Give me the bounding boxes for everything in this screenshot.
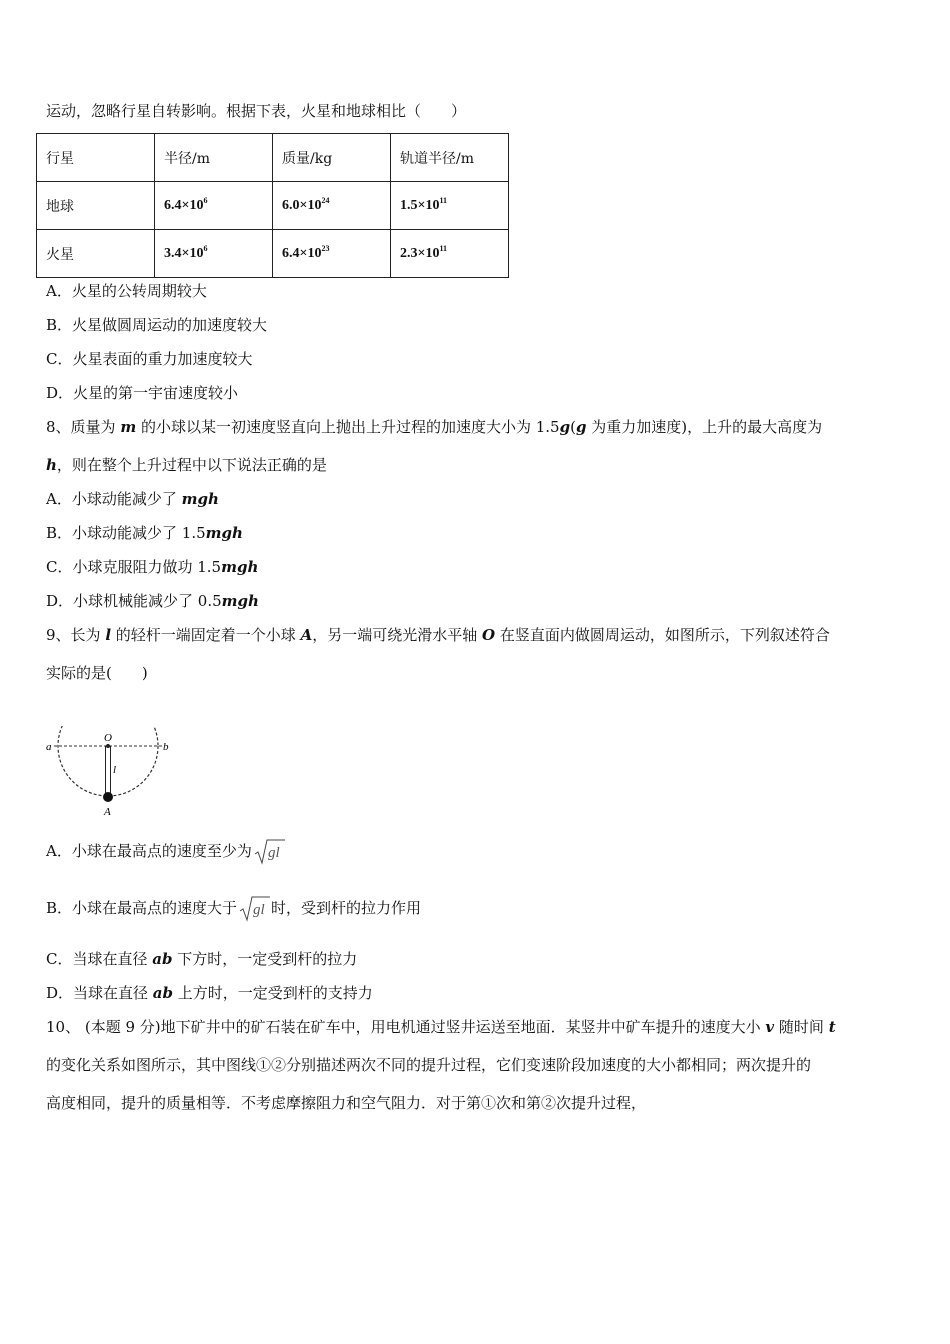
q9-option-d: D．当球在直径 ab 上方时，一定受到杆的支持力 <box>46 984 373 1002</box>
q9-option-b: B．小球在最高点的速度大于 gl 时，受到杆的拉力作用 <box>46 893 421 923</box>
q10-stem-line2: 的变化关系如图所示，其中图线①②分别描述两次不同的提升过程，它们变速阶段加速度的大小都相同；两次提升的 <box>46 1056 812 1074</box>
q8-stem-line2: h，则在整个上升过程中以下说法正确的是 <box>46 456 327 474</box>
table-header-row <box>37 134 509 182</box>
header-cell: 质量/kg <box>273 134 391 182</box>
q8-option-d: D．小球机械能减少了 0.5mgh <box>46 592 259 610</box>
q8-option-b: B．小球动能减少了 1.5mgh <box>46 524 243 542</box>
mass-cell: $6.4\times 10^{23}$ <box>273 230 391 278</box>
orbit-cell: $1.5\times 10^{11}$ <box>391 182 509 230</box>
sqrt-gl-expression <box>254 838 286 866</box>
table-row <box>37 182 509 230</box>
q8-stem-line1: 8、质量为 m 的小球以某一初速度竖直向上抛出上升过程的加速度大小为 1.5g(g 为重力加速度)，上升的最大高度为 <box>46 418 823 436</box>
q9-option-c: C．当球在直径 ab 下方时，一定受到杆的拉力 <box>46 950 358 968</box>
q9-option-a: A．小球在最高点的速度至少为 gl <box>46 836 286 866</box>
intro-line: 运动，忽略行星自转影响。根据下表，火星和地球相比（ ） <box>46 102 467 120</box>
rod <box>106 746 111 796</box>
label-a: a <box>46 741 52 753</box>
q8-option-a: A．小球动能减少了 mgh <box>46 490 219 508</box>
table-row <box>37 230 509 278</box>
planet-name-cell: 地球 <box>37 182 155 230</box>
planet-table <box>36 133 509 278</box>
q9-stem-line2: 实际的是( ) <box>46 664 148 682</box>
label-o: O <box>104 732 112 744</box>
q10-stem-line3: 高度相同，提升的质量相等．不考虑摩擦阻力和空气阻力．对于第①次和第②次提升过程， <box>46 1094 647 1112</box>
svg-text:gl: gl <box>253 902 265 918</box>
label-b: b <box>163 741 169 753</box>
header-cell: 轨道半径/m <box>391 134 509 182</box>
header-cell: 半径/m <box>155 134 273 182</box>
label-ball-a: A <box>104 806 111 818</box>
q10-stem-line1: 10、 (本题 9 分)地下矿井中的矿石装在矿车中，用电机通过竖井运送至地面．某竖井中矿车提升的速度大小 v 随时间 t <box>46 1018 836 1036</box>
svg-text:gl: gl <box>267 845 280 861</box>
pivot-o <box>106 744 110 748</box>
q9-stem-line1: 9、长为 l 的轻杆一端固定着一个小球 A，另一端可绕光滑水平轴 O 在竖直面内做圆周运动，如图所示，下列叙述符合 <box>46 626 830 644</box>
q7-option-b: B．火星做圆周运动的加速度较大 <box>46 316 268 334</box>
sqrt-gl-expression <box>239 895 271 923</box>
ball-a <box>103 792 113 802</box>
planet-name-cell: 火星 <box>37 230 155 278</box>
label-l: l <box>113 764 117 776</box>
radius-cell: $6.4\times 10^6$ <box>155 182 273 230</box>
q8-option-c: C．小球克服阻力做功 1.5mgh <box>46 558 259 576</box>
mass-cell: $6.0\times 10^{24}$ <box>273 182 391 230</box>
orbit-cell: $2.3\times 10^{11}$ <box>391 230 509 278</box>
q7-option-c: C．火星表面的重力加速度较大 <box>46 350 253 368</box>
header-cell: 行星 <box>37 134 155 182</box>
q7-option-a: A．火星的公转周期较大 <box>46 282 207 300</box>
radius-cell: $3.4\times 10^6$ <box>155 230 273 278</box>
q7-option-d: D．火星的第一宇宙速度较小 <box>46 384 239 402</box>
rotating-rod-diagram <box>44 726 176 818</box>
